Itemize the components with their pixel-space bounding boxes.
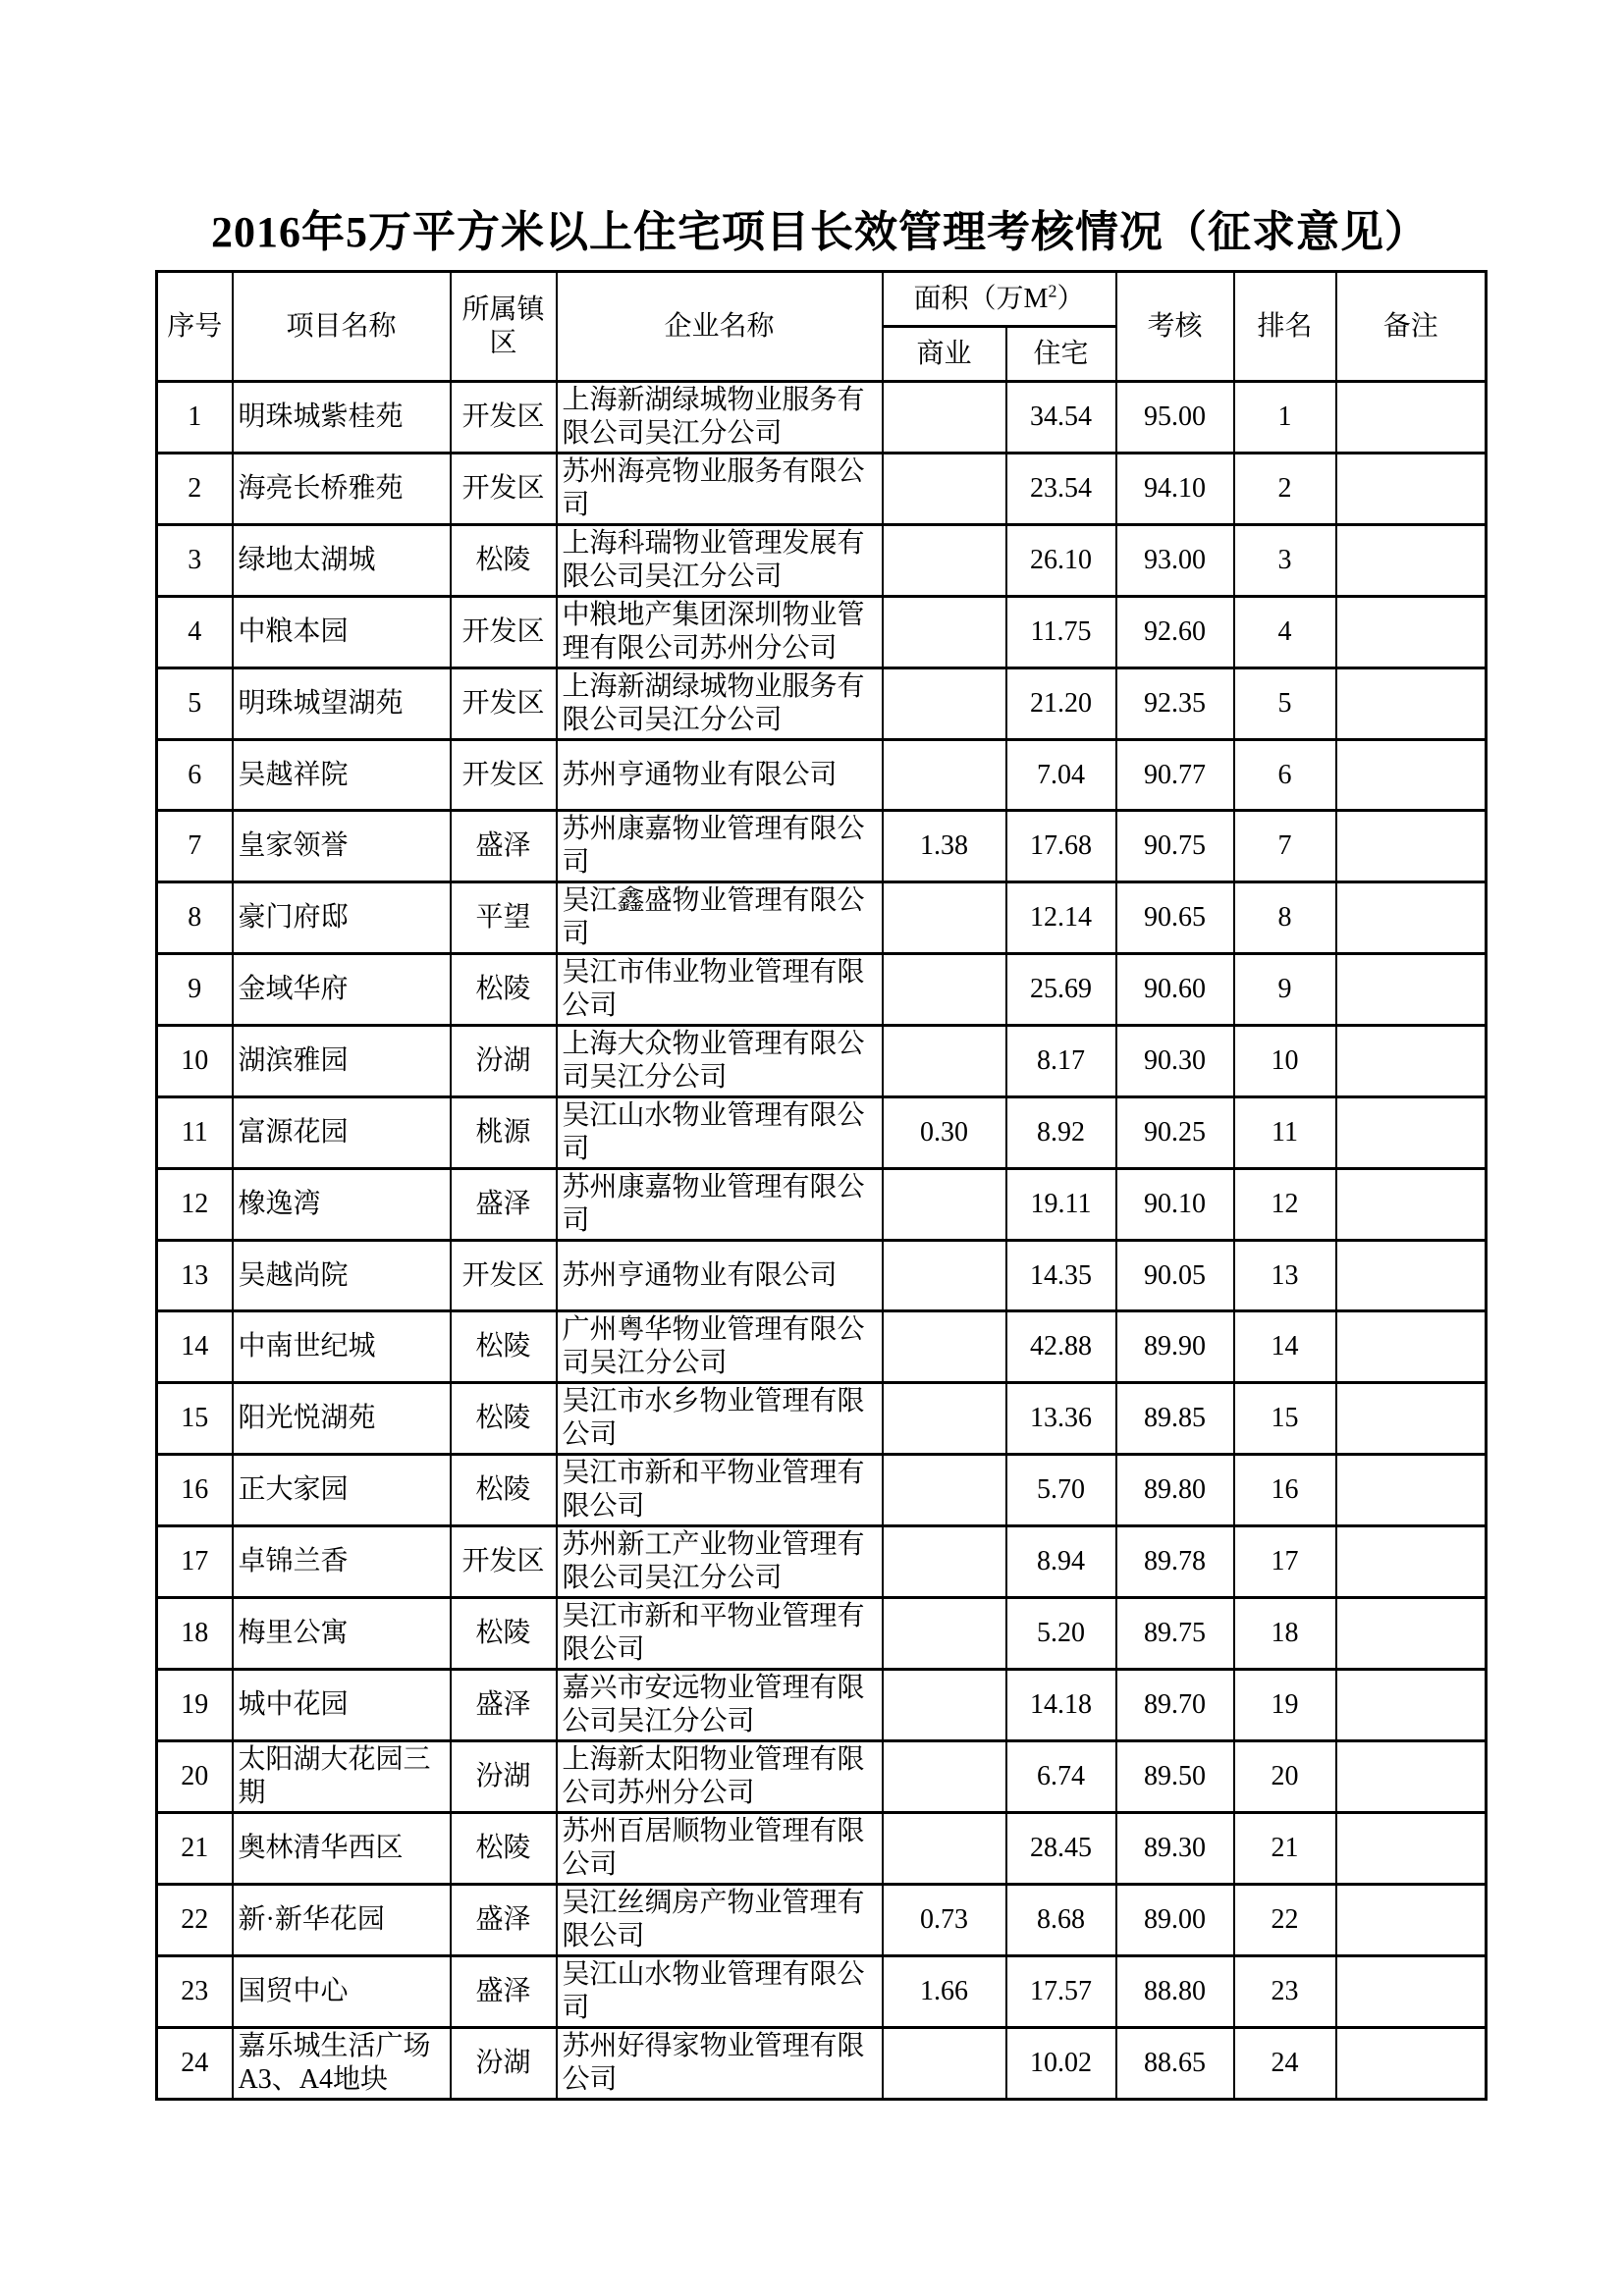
cell-index: 8: [157, 882, 233, 954]
cell-company: 苏州亨通物业有限公司: [557, 1241, 883, 1311]
cell-residential: 8.17: [1006, 1026, 1116, 1097]
cell-score: 94.10: [1116, 454, 1234, 525]
cell-company: 吴江市伟业物业管理有限公司: [557, 954, 883, 1026]
cell-commercial: [883, 1311, 1006, 1383]
cell-residential: 8.94: [1006, 1526, 1116, 1598]
cell-index: 4: [157, 597, 233, 668]
cell-remark: [1336, 1670, 1487, 1741]
cell-rank: 10: [1234, 1026, 1336, 1097]
cell-index: 17: [157, 1526, 233, 1598]
cell-company: 吴江山水物业管理有限公司: [557, 1097, 883, 1169]
cell-commercial: [883, 1598, 1006, 1670]
table-row: [157, 740, 1487, 811]
cell-index: 12: [157, 1169, 233, 1241]
cell-rank: 5: [1234, 668, 1336, 740]
cell-commercial: [883, 2028, 1006, 2100]
cell-residential: 19.11: [1006, 1169, 1116, 1241]
cell-rank: 22: [1234, 1885, 1336, 1956]
table-row: [157, 1526, 1487, 1598]
cell-residential: 13.36: [1006, 1383, 1116, 1455]
cell-town: 汾湖: [451, 2028, 557, 2100]
cell-rank: 18: [1234, 1598, 1336, 1670]
cell-rank: 15: [1234, 1383, 1336, 1455]
header-area-close: ）: [1056, 283, 1085, 314]
cell-remark: [1336, 1311, 1487, 1383]
table-row: [157, 1741, 1487, 1813]
cell-rank: 8: [1234, 882, 1336, 954]
table-row: [157, 1885, 1487, 1956]
header-row-1: [157, 272, 1487, 327]
cell-remark: [1336, 1383, 1487, 1455]
cell-index: 5: [157, 668, 233, 740]
cell-rank: 1: [1234, 382, 1336, 454]
cell-index: 16: [157, 1455, 233, 1526]
cell-index: 11: [157, 1097, 233, 1169]
cell-score: 90.60: [1116, 954, 1234, 1026]
cell-company: 上海新湖绿城物业服务有限公司吴江分公司: [557, 382, 883, 454]
cell-rank: 2: [1234, 454, 1336, 525]
cell-town: 开发区: [451, 740, 557, 811]
cell-commercial: [883, 954, 1006, 1026]
cell-company: 苏州好得家物业管理有限公司: [557, 2028, 883, 2100]
cell-rank: 21: [1234, 1813, 1336, 1885]
header-residential: 住宅: [1006, 327, 1116, 382]
cell-score: 90.25: [1116, 1097, 1234, 1169]
cell-commercial: [883, 382, 1006, 454]
cell-commercial: [883, 1670, 1006, 1741]
cell-town: 平望: [451, 882, 557, 954]
cell-residential: 34.54: [1006, 382, 1116, 454]
cell-project: 城中花园: [233, 1670, 451, 1741]
cell-index: 24: [157, 2028, 233, 2100]
cell-residential: 5.20: [1006, 1598, 1116, 1670]
cell-town: 松陵: [451, 525, 557, 597]
cell-remark: [1336, 1241, 1487, 1311]
cell-company: 上海科瑞物业管理发展有限公司吴江分公司: [557, 525, 883, 597]
cell-score: 89.70: [1116, 1670, 1234, 1741]
cell-commercial: [883, 1026, 1006, 1097]
cell-project: 吴越祥院: [233, 740, 451, 811]
cell-remark: [1336, 668, 1487, 740]
cell-score: 89.30: [1116, 1813, 1234, 1885]
cell-residential: 8.68: [1006, 1885, 1116, 1956]
cell-project: 明珠城望湖苑: [233, 668, 451, 740]
cell-rank: 11: [1234, 1097, 1336, 1169]
cell-town: 汾湖: [451, 1026, 557, 1097]
cell-company: 吴江山水物业管理有限公司: [557, 1956, 883, 2028]
table-header: [157, 272, 1487, 382]
cell-index: 15: [157, 1383, 233, 1455]
table-row: [157, 1026, 1487, 1097]
cell-index: 14: [157, 1311, 233, 1383]
cell-residential: 8.92: [1006, 1097, 1116, 1169]
table-row: [157, 1241, 1487, 1311]
cell-company: 上海大众物业管理有限公司吴江分公司: [557, 1026, 883, 1097]
table-row: [157, 1670, 1487, 1741]
cell-commercial: 0.30: [883, 1097, 1006, 1169]
cell-remark: [1336, 740, 1487, 811]
cell-project: 国贸中心: [233, 1956, 451, 2028]
cell-rank: 6: [1234, 740, 1336, 811]
cell-company: 吴江市新和平物业管理有限公司: [557, 1598, 883, 1670]
cell-commercial: [883, 668, 1006, 740]
cell-project: 皇家领誉: [233, 811, 451, 882]
cell-company: 苏州新工产业物业管理有限公司吴江分公司: [557, 1526, 883, 1598]
cell-company: 苏州康嘉物业管理有限公司: [557, 1169, 883, 1241]
cell-residential: 14.35: [1006, 1241, 1116, 1311]
cell-town: 松陵: [451, 1311, 557, 1383]
cell-score: 89.80: [1116, 1455, 1234, 1526]
cell-remark: [1336, 1598, 1487, 1670]
cell-remark: [1336, 597, 1487, 668]
cell-project: 豪门府邸: [233, 882, 451, 954]
cell-remark: [1336, 2028, 1487, 2100]
cell-commercial: 1.66: [883, 1956, 1006, 2028]
header-project: 项目名称: [233, 272, 451, 382]
cell-residential: 5.70: [1006, 1455, 1116, 1526]
cell-town: 开发区: [451, 668, 557, 740]
cell-remark: [1336, 1956, 1487, 2028]
cell-remark: [1336, 811, 1487, 882]
table-row: [157, 597, 1487, 668]
cell-town: 松陵: [451, 1813, 557, 1885]
cell-score: 89.50: [1116, 1741, 1234, 1813]
cell-project: 湖滨雅园: [233, 1026, 451, 1097]
cell-company: 上海新湖绿城物业服务有限公司吴江分公司: [557, 668, 883, 740]
header-rank: 排名: [1234, 272, 1336, 382]
cell-rank: 7: [1234, 811, 1336, 882]
cell-index: 1: [157, 382, 233, 454]
table-row: [157, 954, 1487, 1026]
cell-score: 89.90: [1116, 1311, 1234, 1383]
cell-town: 开发区: [451, 382, 557, 454]
cell-town: 开发区: [451, 1526, 557, 1598]
cell-commercial: [883, 1526, 1006, 1598]
cell-company: 吴江市新和平物业管理有限公司: [557, 1455, 883, 1526]
cell-index: 10: [157, 1026, 233, 1097]
cell-remark: [1336, 1741, 1487, 1813]
cell-rank: 12: [1234, 1169, 1336, 1241]
cell-index: 21: [157, 1813, 233, 1885]
cell-score: 92.60: [1116, 597, 1234, 668]
cell-rank: 16: [1234, 1455, 1336, 1526]
cell-project: 富源花园: [233, 1097, 451, 1169]
cell-town: 盛泽: [451, 1885, 557, 1956]
cell-remark: [1336, 525, 1487, 597]
cell-town: 松陵: [451, 1383, 557, 1455]
cell-score: 89.75: [1116, 1598, 1234, 1670]
header-score: 考核: [1116, 272, 1234, 382]
cell-town: 松陵: [451, 954, 557, 1026]
cell-remark: [1336, 1169, 1487, 1241]
cell-index: 6: [157, 740, 233, 811]
page-title: 2016年5万平方米以上住宅项目长效管理考核情况（征求意见）: [211, 208, 1429, 256]
cell-company: 广州粤华物业管理有限公司吴江分公司: [557, 1311, 883, 1383]
cell-commercial: [883, 740, 1006, 811]
table-row: [157, 1097, 1487, 1169]
header-town: 所属镇区: [451, 272, 557, 382]
cell-project: 绿地太湖城: [233, 525, 451, 597]
cell-project: 中南世纪城: [233, 1311, 451, 1383]
cell-remark: [1336, 454, 1487, 525]
cell-score: 88.80: [1116, 1956, 1234, 2028]
cell-rank: 9: [1234, 954, 1336, 1026]
cell-index: 18: [157, 1598, 233, 1670]
cell-commercial: [883, 1169, 1006, 1241]
cell-town: 汾湖: [451, 1741, 557, 1813]
cell-project: 新·新华花园: [233, 1885, 451, 1956]
cell-project: 正大家园: [233, 1455, 451, 1526]
cell-residential: 26.10: [1006, 525, 1116, 597]
cell-commercial: [883, 454, 1006, 525]
cell-residential: 17.68: [1006, 811, 1116, 882]
cell-score: 95.00: [1116, 382, 1234, 454]
cell-company: 上海新太阳物业管理有限公司苏州分公司: [557, 1741, 883, 1813]
cell-project: 卓锦兰香: [233, 1526, 451, 1598]
cell-commercial: [883, 1455, 1006, 1526]
cell-score: 90.65: [1116, 882, 1234, 954]
header-area-group: [883, 272, 1116, 327]
cell-index: 23: [157, 1956, 233, 2028]
cell-residential: 12.14: [1006, 882, 1116, 954]
cell-residential: 10.02: [1006, 2028, 1116, 2100]
cell-rank: 24: [1234, 2028, 1336, 2100]
cell-remark: [1336, 1526, 1487, 1598]
cell-project: 中粮本园: [233, 597, 451, 668]
cell-residential: 42.88: [1006, 1311, 1116, 1383]
cell-project: 金域华府: [233, 954, 451, 1026]
table-row: [157, 2028, 1487, 2100]
cell-residential: 17.57: [1006, 1956, 1116, 2028]
cell-rank: 14: [1234, 1311, 1336, 1383]
cell-commercial: [883, 525, 1006, 597]
cell-town: 盛泽: [451, 1670, 557, 1741]
header-company: 企业名称: [557, 272, 883, 382]
table-row: [157, 811, 1487, 882]
header-index: 序号: [157, 272, 233, 382]
cell-town: 盛泽: [451, 811, 557, 882]
cell-residential: 23.54: [1006, 454, 1116, 525]
table-row: [157, 1169, 1487, 1241]
cell-project: 阳光悦湖苑: [233, 1383, 451, 1455]
cell-score: 89.85: [1116, 1383, 1234, 1455]
header-area-superscript: 2: [1048, 281, 1057, 301]
table-row: [157, 382, 1487, 454]
table-body: [157, 382, 1487, 2100]
cell-rank: 17: [1234, 1526, 1336, 1598]
cell-commercial: [883, 1813, 1006, 1885]
cell-project: 海亮长桥雅苑: [233, 454, 451, 525]
table-row: [157, 668, 1487, 740]
table-row: [157, 1311, 1487, 1383]
cell-commercial: 0.73: [883, 1885, 1006, 1956]
cell-index: 13: [157, 1241, 233, 1311]
table-row: [157, 1956, 1487, 2028]
table-row: [157, 1598, 1487, 1670]
cell-rank: 3: [1234, 525, 1336, 597]
cell-residential: 21.20: [1006, 668, 1116, 740]
cell-remark: [1336, 382, 1487, 454]
assessment-table: [155, 270, 1488, 2101]
cell-commercial: [883, 882, 1006, 954]
table-row: [157, 882, 1487, 954]
cell-company: 吴江市水乡物业管理有限公司: [557, 1383, 883, 1455]
cell-project: 吴越尚院: [233, 1241, 451, 1311]
cell-town: 桃源: [451, 1097, 557, 1169]
table-row: [157, 454, 1487, 525]
cell-company: 嘉兴市安远物业管理有限公司吴江分公司: [557, 1670, 883, 1741]
table-row: [157, 1383, 1487, 1455]
cell-index: 7: [157, 811, 233, 882]
cell-remark: [1336, 1813, 1487, 1885]
cell-rank: 13: [1234, 1241, 1336, 1311]
cell-town: 开发区: [451, 454, 557, 525]
cell-commercial: 1.38: [883, 811, 1006, 882]
cell-project: 奥林清华西区: [233, 1813, 451, 1885]
cell-commercial: [883, 1741, 1006, 1813]
cell-town: 盛泽: [451, 1169, 557, 1241]
cell-rank: 23: [1234, 1956, 1336, 2028]
table-row: [157, 525, 1487, 597]
cell-score: 89.78: [1116, 1526, 1234, 1598]
cell-remark: [1336, 954, 1487, 1026]
cell-score: 89.00: [1116, 1885, 1234, 1956]
cell-index: 3: [157, 525, 233, 597]
cell-residential: 11.75: [1006, 597, 1116, 668]
cell-company: 苏州亨通物业有限公司: [557, 740, 883, 811]
cell-town: 开发区: [451, 597, 557, 668]
cell-town: 松陵: [451, 1455, 557, 1526]
cell-town: 开发区: [451, 1241, 557, 1311]
cell-remark: [1336, 1455, 1487, 1526]
header-commercial: 商业: [883, 327, 1006, 382]
cell-residential: 14.18: [1006, 1670, 1116, 1741]
cell-remark: [1336, 882, 1487, 954]
cell-score: 90.75: [1116, 811, 1234, 882]
cell-town: 盛泽: [451, 1956, 557, 2028]
cell-project: 太阳湖大花园三期: [233, 1741, 451, 1813]
cell-score: 92.35: [1116, 668, 1234, 740]
cell-commercial: [883, 1241, 1006, 1311]
cell-project: 嘉乐城生活广场A3、A4地块: [233, 2028, 451, 2100]
table-row: [157, 1813, 1487, 1885]
cell-commercial: [883, 1383, 1006, 1455]
cell-rank: 4: [1234, 597, 1336, 668]
cell-residential: 28.45: [1006, 1813, 1116, 1885]
cell-remark: [1336, 1097, 1487, 1169]
cell-score: 90.10: [1116, 1169, 1234, 1241]
cell-residential: 6.74: [1006, 1741, 1116, 1813]
cell-index: 19: [157, 1670, 233, 1741]
cell-company: 苏州海亮物业服务有限公司: [557, 454, 883, 525]
cell-score: 90.30: [1116, 1026, 1234, 1097]
cell-project: 梅里公寓: [233, 1598, 451, 1670]
header-area-text: 面积（万M: [913, 283, 1049, 314]
cell-rank: 19: [1234, 1670, 1336, 1741]
cell-score: 93.00: [1116, 525, 1234, 597]
table-row: [157, 1455, 1487, 1526]
cell-index: 2: [157, 454, 233, 525]
cell-score: 88.65: [1116, 2028, 1234, 2100]
cell-residential: 7.04: [1006, 740, 1116, 811]
cell-score: 90.05: [1116, 1241, 1234, 1311]
cell-project: 明珠城紫桂苑: [233, 382, 451, 454]
cell-residential: 25.69: [1006, 954, 1116, 1026]
cell-town: 松陵: [451, 1598, 557, 1670]
cell-rank: 20: [1234, 1741, 1336, 1813]
cell-company: 苏州百居顺物业管理有限公司: [557, 1813, 883, 1885]
cell-company: 中粮地产集团深圳物业管理有限公司苏州分公司: [557, 597, 883, 668]
cell-index: 22: [157, 1885, 233, 1956]
cell-remark: [1336, 1885, 1487, 1956]
cell-commercial: [883, 597, 1006, 668]
cell-score: 90.77: [1116, 740, 1234, 811]
cell-remark: [1336, 1026, 1487, 1097]
cell-company: 吴江丝绸房产物业管理有限公司: [557, 1885, 883, 1956]
header-remark: 备注: [1336, 272, 1487, 382]
cell-company: 吴江鑫盛物业管理有限公司: [557, 882, 883, 954]
cell-index: 9: [157, 954, 233, 1026]
cell-index: 20: [157, 1741, 233, 1813]
cell-company: 苏州康嘉物业管理有限公司: [557, 811, 883, 882]
cell-project: 橡逸湾: [233, 1169, 451, 1241]
